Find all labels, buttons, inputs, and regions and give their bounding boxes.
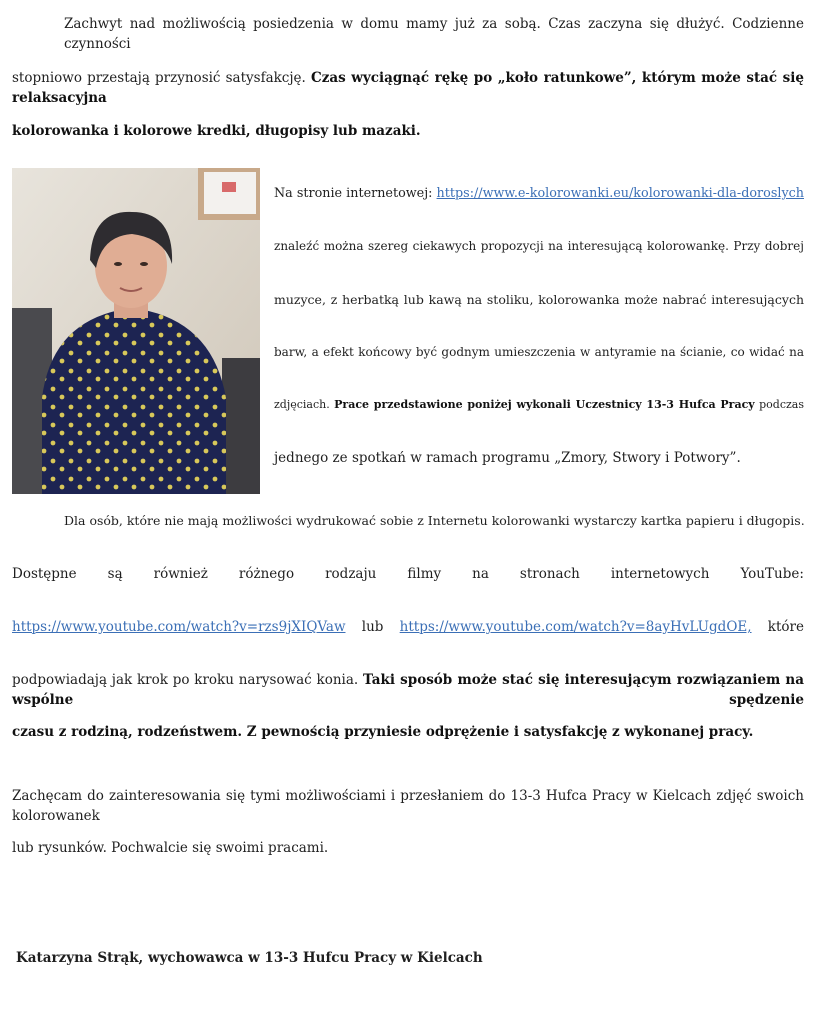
text-span: podpowiadają jak krok po kroku narysować konia. (12, 672, 363, 688)
text-span: barw, a efekt końcowy być godnym umieszczenia w antyramie na ścianie, co widać na (274, 345, 804, 359)
paragraph-2-line-4 (12, 670, 804, 710)
paragraph-2-line-5 (12, 722, 804, 742)
word: internetowych (610, 566, 710, 582)
paragraph-1-line-1 (12, 14, 804, 54)
word: stronach (519, 566, 580, 582)
word: Dostępne (12, 566, 77, 582)
side-text-line-2 (274, 236, 804, 256)
text-span: które (767, 619, 804, 635)
bold-text: czasu z rodziną, rodzeństwem. Z pewnością przyniesie odprężenie i satysfakcję z wykonanej pracy. (12, 724, 754, 740)
bold-text: kolorowanka i kolorowe kredki, długopisy lub mazaki. (12, 123, 421, 139)
portrait-image (12, 168, 260, 494)
side-text-line-6 (274, 448, 804, 468)
youtube-link-2[interactable]: https://www.youtube.com/watch?v=8ayHvLUgdOE, (399, 619, 752, 635)
paragraph-3-line-1 (12, 786, 804, 826)
word: YouTube: (740, 566, 804, 582)
signature: Katarzyna Strąk, wychowawca w 13-3 Hufcu Pracy w Kielcach (16, 950, 483, 966)
side-text-line-3 (274, 290, 804, 310)
side-text-line-5 (274, 395, 804, 415)
youtube-link-1[interactable]: https://www.youtube.com/watch?v=rzs9jXIQVaw (12, 619, 346, 635)
text-span: stopniowo przestają przynosić satysfakcję. (12, 70, 311, 86)
word: rodzaju (325, 566, 377, 582)
text-span: lub rysunków. Pochwalcie się swoimi pracami. (12, 840, 329, 856)
text-span: Dla osób, które nie mają możliwości wydrukować sobie z Internetu kolorowanki wystarczy kartka papieru i długopis. (64, 513, 805, 528)
coloring-site-link[interactable]: https://www.e-kolorowanki.eu/kolorowanki-dla-doroslych (436, 186, 804, 201)
side-text-line-1 (274, 184, 804, 204)
text-span: Zachęcam do zainteresowania się tymi możliwościami i przesłaniem do 13-3 Hufca Pracy w Kielcach zdjęć swoich kolorowanek (12, 788, 804, 824)
paragraph-3-line-2 (12, 838, 804, 858)
word: są (107, 566, 123, 582)
bold-text: Prace przedstawione poniżej wykonali Uczestnicy 13-3 Hufca Pracy (334, 398, 755, 411)
text-span: jednego ze spotkań w ramach programu „Zmory, Stwory i Potwory”. (274, 450, 741, 466)
text-span: Zachwyt nad możliwością posiedzenia w domu mamy już za sobą. Czas zaczyna się dłużyć. Codzienne czynności (64, 16, 804, 52)
paragraph-2-line-2 (12, 564, 804, 584)
side-text-line-4 (274, 342, 804, 362)
text-span: zdjęciach. (274, 398, 335, 411)
text-span: Na stronie internetowej: (274, 186, 437, 201)
text-span: lub (361, 619, 384, 635)
author-photo (12, 168, 260, 494)
bold-text: Taki sposób może stać się interesującym rozwiązaniem na wspólne spędzenie (12, 672, 804, 708)
word: na (472, 566, 489, 582)
text-span: podczas (754, 398, 804, 411)
word: również (153, 566, 208, 582)
paragraph-2-line-1 (12, 511, 804, 531)
paragraph-1-line-2 (12, 68, 804, 108)
paragraph-1-line-3 (12, 121, 804, 141)
text-span: muzyce, z herbatką lub kawą na stoliku, kolorowanka może nabrać interesujących (274, 292, 804, 307)
bold-text: Czas wyciągnąć rękę po „koło ratunkowe”, którym może stać się relaksacyjna (12, 70, 804, 106)
text-span: znaleźć można szereg ciekawych propozycji na interesującą kolorowankę. Przy dobrej (274, 239, 804, 253)
word: filmy (407, 566, 442, 582)
paragraph-2-line-3 (12, 617, 804, 637)
word: różnego (238, 566, 295, 582)
